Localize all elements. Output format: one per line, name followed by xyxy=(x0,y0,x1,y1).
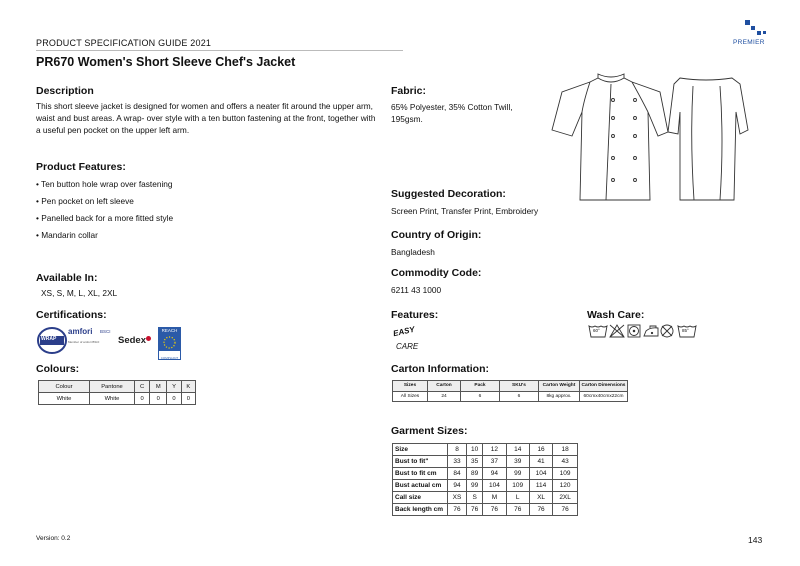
easy-care-icon-easy: EASY xyxy=(392,324,416,339)
size-cell: 39 xyxy=(506,456,529,468)
decoration-heading: Suggested Decoration: xyxy=(391,188,506,200)
size-cell: 94 xyxy=(483,468,506,480)
available-in-heading: Available In: xyxy=(36,272,98,284)
carton-header: SKU's xyxy=(500,381,539,392)
reach-logo xyxy=(158,327,181,360)
garment-sizes-table xyxy=(392,443,578,516)
colours-cell: White xyxy=(39,393,90,405)
size-cell: 12 xyxy=(483,444,506,456)
commodity-text: 6211 43 1000 xyxy=(391,285,442,295)
description-text: This short sleeve jacket is designed for women and offers a neater fit around the upper arm, waist and bust areas. A wrap- over style with a ten button fastening at the front, together with a useful pen pocket on the upper left arm. xyxy=(36,101,376,135)
sedex-dot-icon xyxy=(146,336,151,341)
size-cell: 114 xyxy=(529,480,552,492)
size-cell: 2XL xyxy=(553,492,578,504)
carton-header: Carton xyxy=(428,381,461,392)
feature-item: • Mandarin collar xyxy=(36,230,98,240)
size-cell: XL xyxy=(529,492,552,504)
size-cell: 84 xyxy=(448,468,467,480)
premier-logo xyxy=(733,18,773,50)
carton-cell: All Sizes xyxy=(393,391,428,402)
carton-header: Carton Weight xyxy=(539,381,580,392)
size-cell: 76 xyxy=(529,504,552,516)
size-cell: 16 xyxy=(529,444,552,456)
origin-heading: Country of Origin: xyxy=(391,229,482,241)
fabric-heading: Fabric: xyxy=(391,85,427,97)
size-row-label: Bust to fit cm xyxy=(393,468,448,480)
size-cell: 35 xyxy=(467,456,483,468)
carton-header: Sizes xyxy=(393,381,428,392)
size-cell: 8 xyxy=(448,444,467,456)
header-divider xyxy=(36,50,403,51)
size-cell: 76 xyxy=(506,504,529,516)
origin-text: Bangladesh xyxy=(391,247,435,257)
carton-header: Carton Dimensions xyxy=(580,381,628,392)
size-cell: 33 xyxy=(448,456,467,468)
size-cell: 76 xyxy=(448,504,467,516)
colours-heading: Colours: xyxy=(36,363,80,375)
carton-cell: 8kg approx. xyxy=(539,391,580,402)
guide-title: PRODUCT SPECIFICATION GUIDE 2021 xyxy=(36,38,212,48)
size-cell: L xyxy=(506,492,529,504)
carton-header: Pack xyxy=(461,381,500,392)
size-cell: 76 xyxy=(553,504,578,516)
size-cell: 120 xyxy=(553,480,578,492)
wash-care-icons xyxy=(588,323,708,339)
product-features-heading: Product Features: xyxy=(36,161,126,173)
size-row-label: Bust to fit" xyxy=(393,456,448,468)
wash-temp-60: 60° xyxy=(593,328,600,333)
reach-logo-text: REACH xyxy=(159,328,180,334)
sedex-logo: Sedex xyxy=(118,335,146,346)
size-cell: 10 xyxy=(467,444,483,456)
size-cell: 99 xyxy=(467,480,483,492)
size-row-label: Size xyxy=(393,444,448,456)
logo-text: PREMIER xyxy=(733,39,765,46)
eu-stars-icon xyxy=(159,334,180,351)
colours-cell: 0 xyxy=(150,393,167,405)
size-row-label: Call size xyxy=(393,492,448,504)
certifications-heading: Certifications: xyxy=(36,309,107,321)
decoration-text: Screen Print, Transfer Print, Embroidery xyxy=(391,206,539,216)
size-cell: 76 xyxy=(483,504,506,516)
version-label: Version: 0.2 xyxy=(36,535,71,542)
size-cell: 41 xyxy=(529,456,552,468)
colours-cell: 0 xyxy=(135,393,150,405)
size-row-label: Bust actual cm xyxy=(393,480,448,492)
carton-cell: 6 xyxy=(500,391,539,402)
fabric-text: 65% Polyester, 35% Cotton Twill, 195gsm. xyxy=(391,102,513,124)
size-cell: S xyxy=(467,492,483,504)
colours-header: K xyxy=(181,381,195,393)
colours-table xyxy=(38,380,196,405)
size-cell: 14 xyxy=(506,444,529,456)
jacket-illustration xyxy=(550,70,750,210)
available-sizes: XS, S, M, L, XL, 2XL xyxy=(41,288,118,298)
colours-header: C xyxy=(135,381,150,393)
amfori-logo: amfori xyxy=(68,327,93,336)
product-title: PR670 Women's Short Sleeve Chef's Jacket xyxy=(36,55,296,69)
carton-heading: Carton Information: xyxy=(391,363,489,375)
page-number: 143 xyxy=(748,535,763,545)
size-row-label: Back length cm xyxy=(393,504,448,516)
amfori-note: Member of amfori BSCI xyxy=(68,340,100,344)
size-cell: 18 xyxy=(553,444,578,456)
carton-table xyxy=(392,380,628,402)
colours-header: M xyxy=(150,381,167,393)
carton-cell: 6 xyxy=(461,391,500,402)
feature-item: • Pen pocket on left sleeve xyxy=(36,196,134,206)
no-dry-clean-icon xyxy=(661,325,673,337)
tumble-dry-icon xyxy=(628,325,640,337)
no-bleach-icon xyxy=(610,325,624,337)
garment-sizes-heading: Garment Sizes: xyxy=(391,425,468,437)
wash-temp-85: 85° xyxy=(682,328,689,333)
description-heading: Description xyxy=(36,85,94,97)
reach-note: COMPLIANT xyxy=(160,356,179,360)
size-cell: 104 xyxy=(483,480,506,492)
colours-header: Y xyxy=(167,381,181,393)
size-cell: 43 xyxy=(553,456,578,468)
carton-cell: 24 xyxy=(428,391,461,402)
size-cell: 89 xyxy=(467,468,483,480)
size-cell: XS xyxy=(448,492,467,504)
features-heading: Features: xyxy=(391,309,439,321)
colours-header: Pantone xyxy=(90,381,135,393)
size-cell: 104 xyxy=(529,468,552,480)
carton-cell: 60cmx40cmx22cm xyxy=(580,391,628,402)
size-cell: 109 xyxy=(553,468,578,480)
bsci-logo: BSCI xyxy=(100,329,111,334)
colours-cell: White xyxy=(90,393,135,405)
size-cell: 99 xyxy=(506,468,529,480)
easy-care-icon-care: CARE xyxy=(396,342,419,351)
iron-icon xyxy=(644,326,658,336)
size-cell: M xyxy=(483,492,506,504)
wrap-logo-text: WRAP xyxy=(41,336,57,342)
wash-care-heading: Wash Care: xyxy=(587,309,645,321)
feature-item: • Panelled back for a more fitted style xyxy=(36,213,174,223)
colours-cell: 0 xyxy=(167,393,181,405)
size-cell: 109 xyxy=(506,480,529,492)
size-cell: 94 xyxy=(448,480,467,492)
colours-cell: 0 xyxy=(181,393,195,405)
size-cell: 76 xyxy=(467,504,483,516)
size-cell: 37 xyxy=(483,456,506,468)
commodity-heading: Commodity Code: xyxy=(391,267,482,279)
colours-header: Colour xyxy=(39,381,90,393)
feature-item: • Ten button hole wrap over fastening xyxy=(36,179,173,189)
